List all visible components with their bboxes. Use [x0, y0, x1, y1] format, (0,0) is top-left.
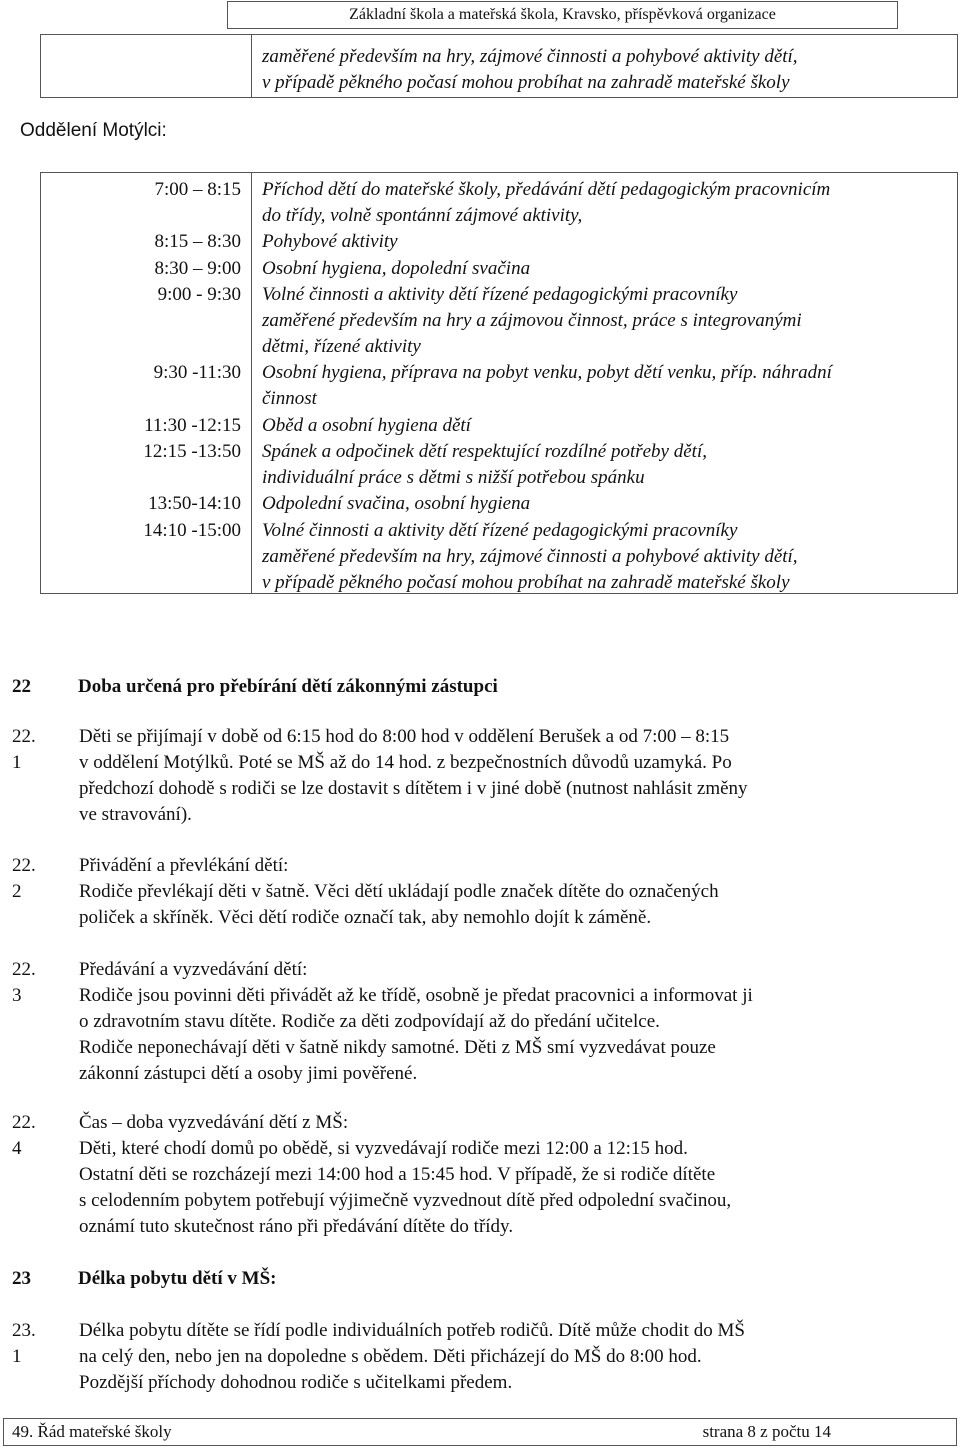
activity-line: individuální práce s dětmi s nižší potřebou spánku [262, 467, 645, 488]
activity-line: Odpolední svačina, osobní hygiena [262, 493, 531, 515]
schedule-time: 9:00 - 9:30 [157, 283, 241, 305]
paragraph-number: 23. 1 [12, 1320, 36, 1367]
activity-line: Osobní hygiena, příprava na pobyt venku, pobyt dětí venku, příp. náhradní [262, 362, 832, 384]
column-divider [251, 173, 252, 593]
page-header: Základní škola a mateřská škola, Kravsko, příspěvková organizace [227, 1, 898, 29]
text-line: Rodiče jsou povinni děti přivádět až ke třídě, osobně je předat pracovnici a informovat ji [79, 985, 753, 1006]
section-number: 22 [12, 676, 31, 697]
paragraph-text [79, 853, 889, 931]
schedule-table [40, 172, 958, 594]
paragraph-text [79, 1318, 889, 1396]
schedule-activity [262, 229, 952, 255]
schedule-time: 9:30 -11:30 [153, 362, 241, 384]
page-footer [3, 1418, 957, 1446]
paragraph-text [79, 724, 889, 828]
text-line: Délka pobytu dítěte se řídí podle individuálních potřeb rodičů. Dítě může chodit do MŠ [79, 1320, 745, 1341]
activity-line: Spánek a odpočinek dětí respektující rozdílné potřeby dětí, [262, 441, 707, 462]
section-title: Délka pobytu dětí v MŠ: [78, 1268, 277, 1289]
paragraph-number: 22. 4 [12, 1112, 36, 1159]
footer-document-title: 49. Řád mateřské školy [12, 1422, 172, 1441]
activity-line: v případě pěkného počasí mohou probíhat na zahradě mateřské školy [262, 72, 790, 93]
text-line: zákonní zástupci dětí a osoby jimi pověřené. [79, 1063, 418, 1084]
activity-line: Volné činnosti a aktivity dětí řízené pedagogickými pracovníky [262, 519, 738, 541]
activity-line: Příchod dětí do mateřské školy, předávání dětí pedagogickým pracovnicím [262, 179, 831, 200]
schedule-activity [262, 518, 952, 596]
text-line: Předávání a vyzvedávání dětí: [79, 959, 308, 980]
paragraph-number: 22. 1 [12, 726, 36, 773]
text-line: Děti se přijímají v době od 6:15 hod do 8:00 hod v oddělení Berušek a od 7:00 – 8:15 [79, 726, 730, 747]
text-line: Ostatní děti se rozcházejí mezi 14:00 hod a 15:45 hod. V případě, že si rodiče dítěte [79, 1164, 716, 1185]
column-divider [251, 35, 252, 97]
schedule-activity [262, 177, 952, 229]
activity-line: do třídy, volně spontánní zájmové aktivity, [262, 205, 583, 226]
schedule-time: 7:00 – 8:15 [154, 179, 241, 200]
footer-page-number: strana 8 z počtu 14 [702, 1422, 831, 1441]
schedule-activity [262, 360, 952, 412]
activity-line: zaměřené především na hry, zájmové činnosti a pohybové aktivity dětí, [262, 46, 798, 67]
activity-line: činnost [262, 388, 317, 410]
activity-line: Pohybové aktivity [262, 231, 398, 253]
text-line: Pozdější příchody dohodnou rodiče s učitelkami předem. [79, 1372, 513, 1393]
activity-line: zaměřené především na hry, zájmové činnosti a pohybové aktivity dětí, [262, 545, 798, 567]
paragraph-text [79, 957, 889, 1087]
text-line: na celý den, nebo jen na dopoledne s obědem. Děti přicházejí do MŠ do 8:00 hod. [79, 1346, 702, 1367]
text-line: Čas – doba vyzvedávání dětí z MŠ: [79, 1112, 349, 1133]
schedule-activity [262, 413, 952, 439]
activity-line: Osobní hygiena, dopolední svačina [262, 257, 531, 279]
text-line: poliček a skříněk. Věci dětí rodiče označí tak, aby nemohlo dojít k záměně. [79, 907, 652, 928]
text-line: s celodenním pobytem potřebují výjimečně vyzvednout dítě před odpolední svačinou, [79, 1190, 732, 1211]
schedule-time: 14:10 -15:00 [143, 519, 241, 541]
schedule-time: 12:15 -13:50 [143, 441, 241, 462]
text-line: oznámí tuto skutečnost ráno při předávání dítěte do třídy. [79, 1216, 514, 1237]
section-number: 23 [12, 1268, 31, 1289]
activity-line: dětmi, řízené aktivity [262, 335, 421, 357]
activity-cell [262, 44, 798, 96]
section-label-motylci: Oddělení Motýlci: [20, 120, 167, 141]
text-line: předchozí dohodě s rodiči se lze dostavit s dítětem i v jiné době (nutnost nahlásit změny [79, 778, 748, 799]
schedule-activity [262, 256, 952, 282]
schedule-time: 11:30 -12:15 [144, 414, 241, 436]
text-line: v oddělení Motýlků. Poté se MŠ až do 14 hod. z bezpečnostních důvodů uzamyká. Po [79, 752, 732, 773]
text-line: o zdravotním stavu dítěte. Rodiče za děti zodpovídají až do předání učitelce. [79, 1011, 660, 1032]
activity-line: Volné činnosti a aktivity dětí řízené pedagogickými pracovníky [262, 283, 738, 305]
text-line: Děti, které chodí domů po obědě, si vyzvedávají rodiče mezi 12:00 a 12:15 hod. [79, 1138, 688, 1159]
paragraph-text [79, 1110, 889, 1240]
text-line: Rodiče neponechávají děti v šatně nikdy samotné. Děti z MŠ smí vyzvedávat pouze [79, 1037, 716, 1058]
activity-line: Oběd a osobní hygiena dětí [262, 414, 471, 436]
schedule-activity [262, 282, 952, 360]
text-line: Přivádění a převlékání dětí: [79, 855, 289, 876]
activity-line: zaměřené především na hry a zájmovou činnost, práce s integrovanými [262, 309, 802, 331]
schedule-activity [262, 439, 952, 491]
schedule-time: 8:30 – 9:00 [154, 257, 241, 279]
section-heading-22 [12, 674, 498, 700]
schedule-table-continuation [40, 34, 958, 98]
schedule-activity [262, 491, 952, 517]
activity-line: v případě pěkného počasí mohou probíhat na zahradě mateřské školy [262, 571, 790, 593]
paragraph-number: 22. 3 [12, 959, 36, 1006]
section-title: Doba určená pro přebírání dětí zákonnými zástupci [78, 676, 498, 697]
text-line: Rodiče převlékají děti v šatně. Věci dětí ukládají podle značek dítěte do označených [79, 881, 719, 902]
paragraph-number: 22. 2 [12, 855, 36, 902]
section-heading-23 [12, 1266, 276, 1292]
schedule-time: 13:50-14:10 [148, 493, 241, 515]
schedule-time: 8:15 – 8:30 [154, 231, 241, 253]
text-line: ve stravování). [79, 804, 192, 825]
